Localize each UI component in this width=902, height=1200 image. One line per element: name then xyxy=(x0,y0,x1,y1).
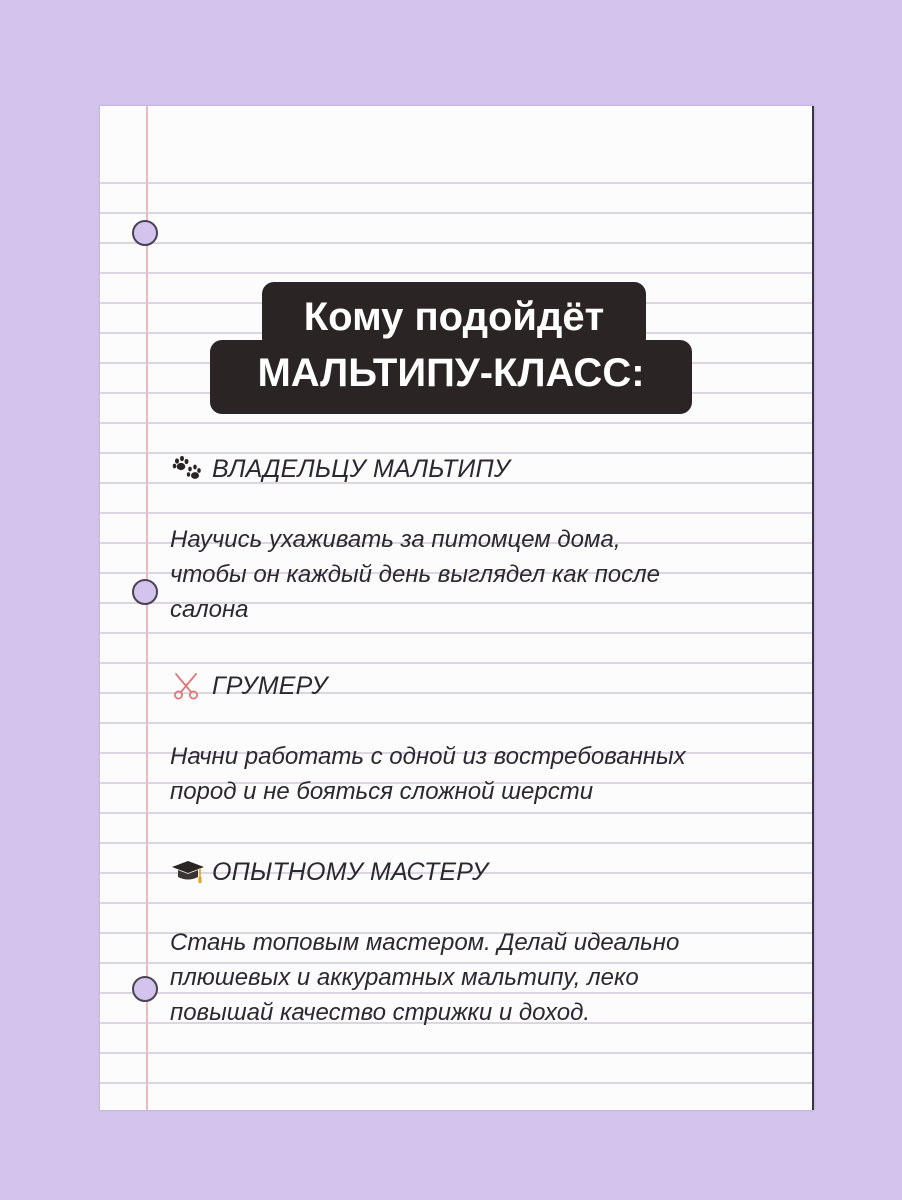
section-owner xyxy=(170,452,810,627)
paw-prints-icon xyxy=(170,454,206,484)
section-description xyxy=(170,739,770,809)
section-heading-text: ГРУМЕРУ xyxy=(212,671,328,700)
description-line: Стань топовым мастером. Делай идеально xyxy=(170,929,680,956)
description-line: Научись ухаживать за питомцем дома, xyxy=(170,526,621,553)
title-line-2: МАЛЬТИПУ-КЛАСС: xyxy=(210,340,692,414)
section-description xyxy=(170,925,770,1030)
description-line: пород и не бояться сложной шерсти xyxy=(170,778,594,805)
section-description xyxy=(170,522,770,627)
section-master xyxy=(170,855,810,1030)
section-groomer xyxy=(170,669,810,809)
binder-hole-top xyxy=(132,220,158,246)
page-margin-line xyxy=(146,106,148,1110)
page-top-margin xyxy=(100,106,814,166)
scissors-icon xyxy=(170,671,206,701)
section-heading-text: ОПЫТНОМУ МАСТЕРУ xyxy=(212,857,489,886)
section-heading xyxy=(170,855,810,889)
graduation-cap-icon xyxy=(170,857,206,887)
description-line: плюшевых и аккуратных мальтипу, леко xyxy=(170,964,639,991)
description-line: повышай качество стрижки и доход. xyxy=(170,999,590,1026)
description-line: чтобы он каждый день выглядел как после xyxy=(170,561,661,588)
section-heading xyxy=(170,669,810,703)
page-edge xyxy=(812,106,814,1110)
page-title xyxy=(0,282,902,414)
binder-hole-bottom xyxy=(132,976,158,1002)
section-heading-text: ВЛАДЕЛЬЦУ МАЛЬТИПУ xyxy=(212,454,510,483)
description-line: салона xyxy=(170,596,249,623)
description-line: Начни работать с одной из востребованных xyxy=(170,743,686,770)
title-line-1: Кому подойдёт xyxy=(262,282,646,350)
binder-hole-middle xyxy=(132,579,158,605)
section-heading xyxy=(170,452,810,486)
